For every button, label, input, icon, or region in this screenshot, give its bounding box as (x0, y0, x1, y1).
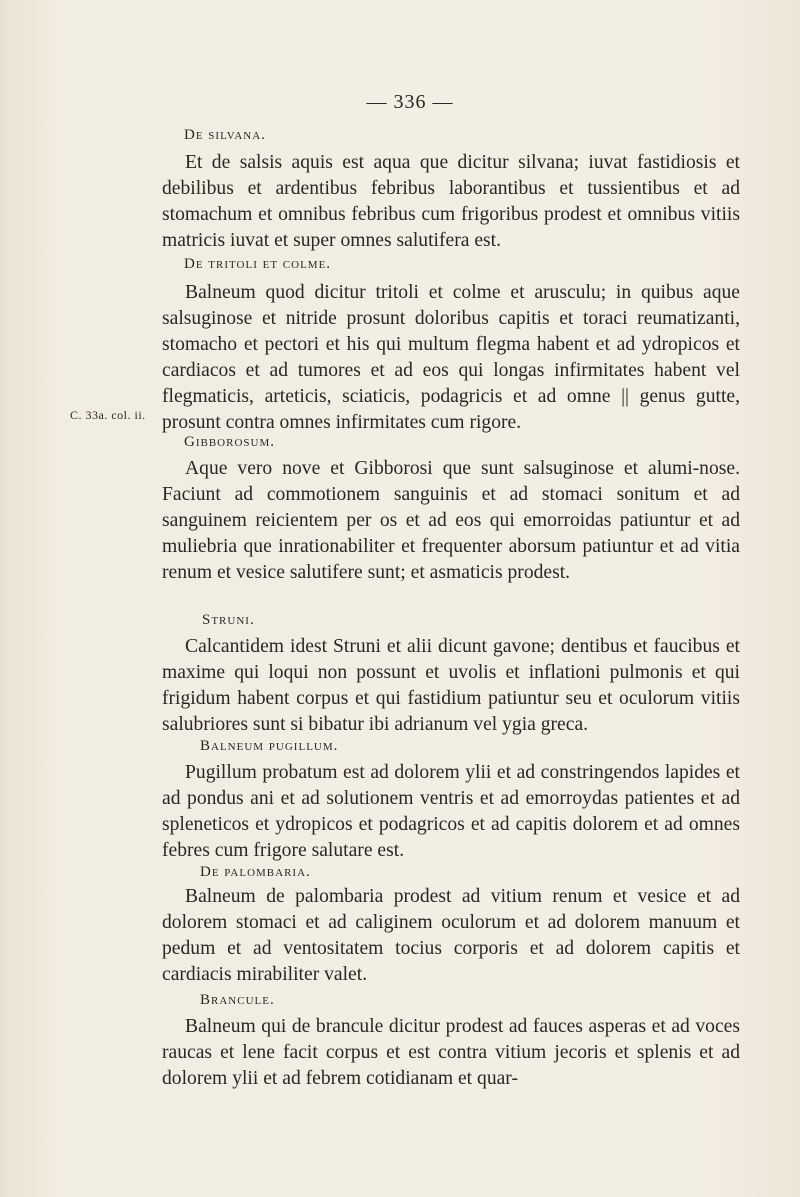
section-heading-struni: Struni. (202, 612, 255, 628)
margin-note: C. 33a. col. ii. (70, 408, 146, 422)
section-heading-tritoli: De tritoli et colme. (184, 256, 332, 272)
section-text-pugillum: Pugillum probatum est ad dolorem ylii et ad constringendos lapides et ad pondus ani et ad solutionem ventris et ad emorroydas patientes et ad spleneticos et ydropicos et podagricos et ad capitis dolorem et ad omnes febres cum frigore salutare est. (162, 762, 740, 861)
section-heading-brancule: Brancule. (200, 992, 275, 1008)
section-heading-pugillum: Balneum pugillum. (200, 738, 339, 754)
section-heading-palombaria: De palombaria. (200, 864, 311, 880)
section-text-struni: Calcantidem idest Struni et alii dicunt gavone; dentibus et faucibus et maxime qui loqui non possunt et uvolis et inflationi pulmonis et qui frigidum habent corpus et qui fastidium patiuntur seu et oculorum vitiis salubriores sunt si bibatur ibi adrianum vel ygia greca. (162, 636, 740, 735)
section-text-gibborosum: Aque vero nove et Gibborosi que sunt salsuginose et alumi-nose. Faciunt ad commotionem sanguinis et ad stomaci sonitum et ad sanguinem reicientem per os et ad eos qui emorroidas patiuntur et ad muliebria que inrationabiliter et frequenter aborsum patiuntur et ad vitia renum et vesice salutifere sunt; et asmaticis prodest. (162, 458, 740, 583)
section-text-brancule: Balneum qui de brancule dicitur prodest ad fauces asperas et ad voces raucas et lene facit corpus et est contra vitium jecoris et splenis et ad dolorem ylii et ad febrem cotidianam et quar- (162, 1016, 740, 1089)
section-text-silvana: Et de salsis aquis est aqua que dicitur silvana; iuvat fastidiosis et debilibus et ardentibus febribus laborantibus et tussientibus et ad stomachum et omnibus febribus cum frigoribus prodest et omnibus vitiis matricis iuvat et super omnes salutifera est. (162, 152, 740, 251)
section-text-palombaria: Balneum de palombaria prodest ad vitium renum et vesice et ad dolorem stomaci et ad caliginem oculorum et ad dolorem manuum et pedum et ad ventositatem tocius corporis et ad dolorem capitis et cardiacis mirabiliter valet. (162, 886, 740, 985)
section-heading-gibborosum: Gibborosum. (184, 434, 275, 450)
section-heading-silvana: De silvana. (184, 127, 266, 143)
section-text-tritoli: Balneum quod dicitur tritoli et colme et arusculu; in quibus aque salsuginose et nitride prosunt doloribus capitis et toraci reumatizanti, stomacho et pectori et his qui multum flegma habent et ad ydropicos et cardiacos et ad tumores et ad eos qui longas infirmitates habent vel flegmaticis, arteticis, sciaticis, podagricis et ad omne || genus gutte, prosunt contra omnes infirmitates cum rigore. (162, 282, 740, 433)
page-number: — 336 — (366, 91, 454, 113)
